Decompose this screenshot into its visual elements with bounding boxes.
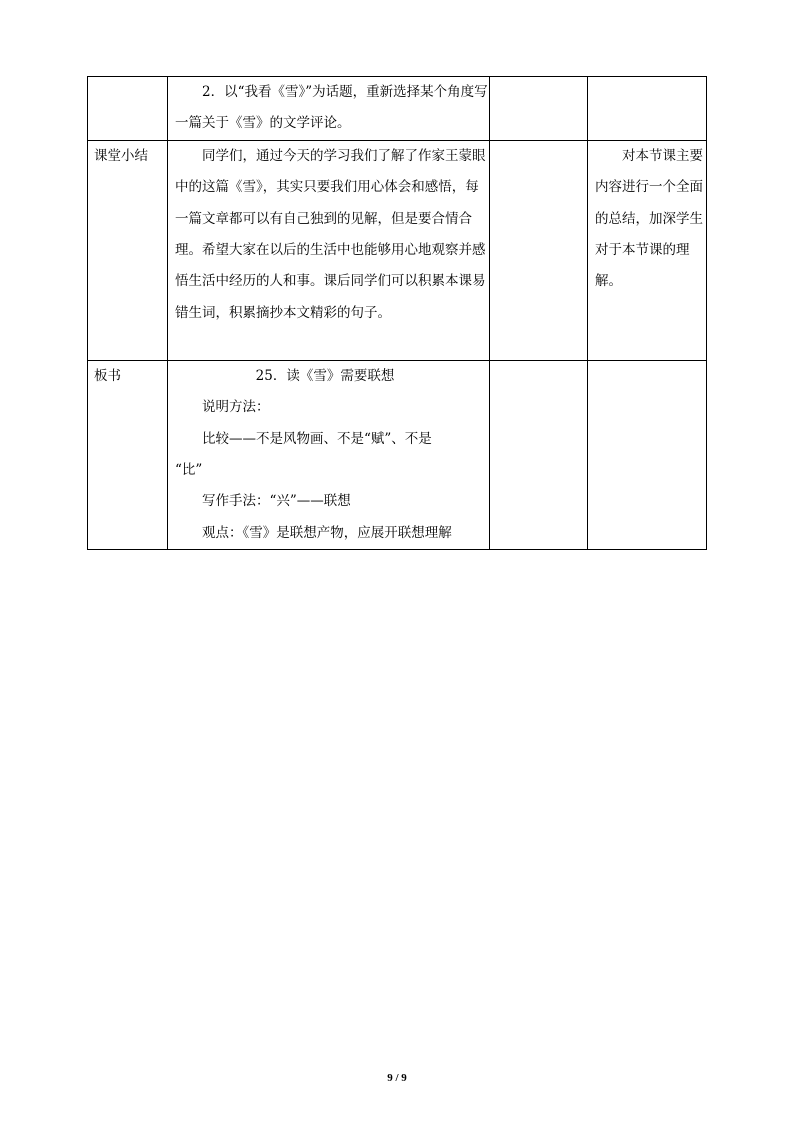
empty-cell (588, 77, 707, 141)
empty-cell (490, 140, 588, 360)
row-label-cell: 课堂小结 (88, 140, 168, 360)
empty-cell (588, 360, 707, 549)
summary-paragraph: 同学们，通过今天的学习我们了解了作家王蒙眼中的这篇《雪》，其实只要我们用心体会和感悟，每一篇文章都可以有自己独到的见解，但是要合情合理。希望大家在以后的生活中也能够用心地观察并感悟生活中经历的人和事。课后同学们可以积累本课易错生词，积累摘抄本文精彩的句子。 (175, 147, 486, 321)
board-line: 说明方法： (202, 399, 270, 416)
paragraph: 2．以“我看《雪》”为话题，重新选择某个角度写一篇关于《雪》的文学评论。 (175, 84, 488, 132)
empty-cell (490, 77, 588, 141)
row-label-cell (88, 77, 168, 141)
board-line: 比较——不是风物画、不是“赋”、不是 (202, 430, 432, 447)
board-line: “比” (175, 462, 203, 479)
content-cell (168, 140, 490, 360)
board-line: 观点：《雪》是联想产物，应展开联想理解 (202, 524, 452, 541)
table-row (88, 77, 707, 141)
content-cell (168, 360, 490, 549)
board-line: 写作手法：“兴”——联想 (202, 493, 351, 510)
empty-cell (490, 360, 588, 549)
lesson-plan-table (87, 76, 707, 550)
page-number: 9 / 9 (387, 1072, 407, 1084)
summary-note: 对本节课主要内容进行一个全面的总结，加深学生对于本节课的理解。 (595, 147, 703, 290)
content-cell (168, 77, 490, 141)
board-title: 25．读《雪》需要联想 (255, 367, 395, 384)
row-label-cell: 板书 (88, 360, 168, 549)
table-row (88, 140, 707, 360)
table-row (88, 360, 707, 549)
note-cell (588, 140, 707, 360)
